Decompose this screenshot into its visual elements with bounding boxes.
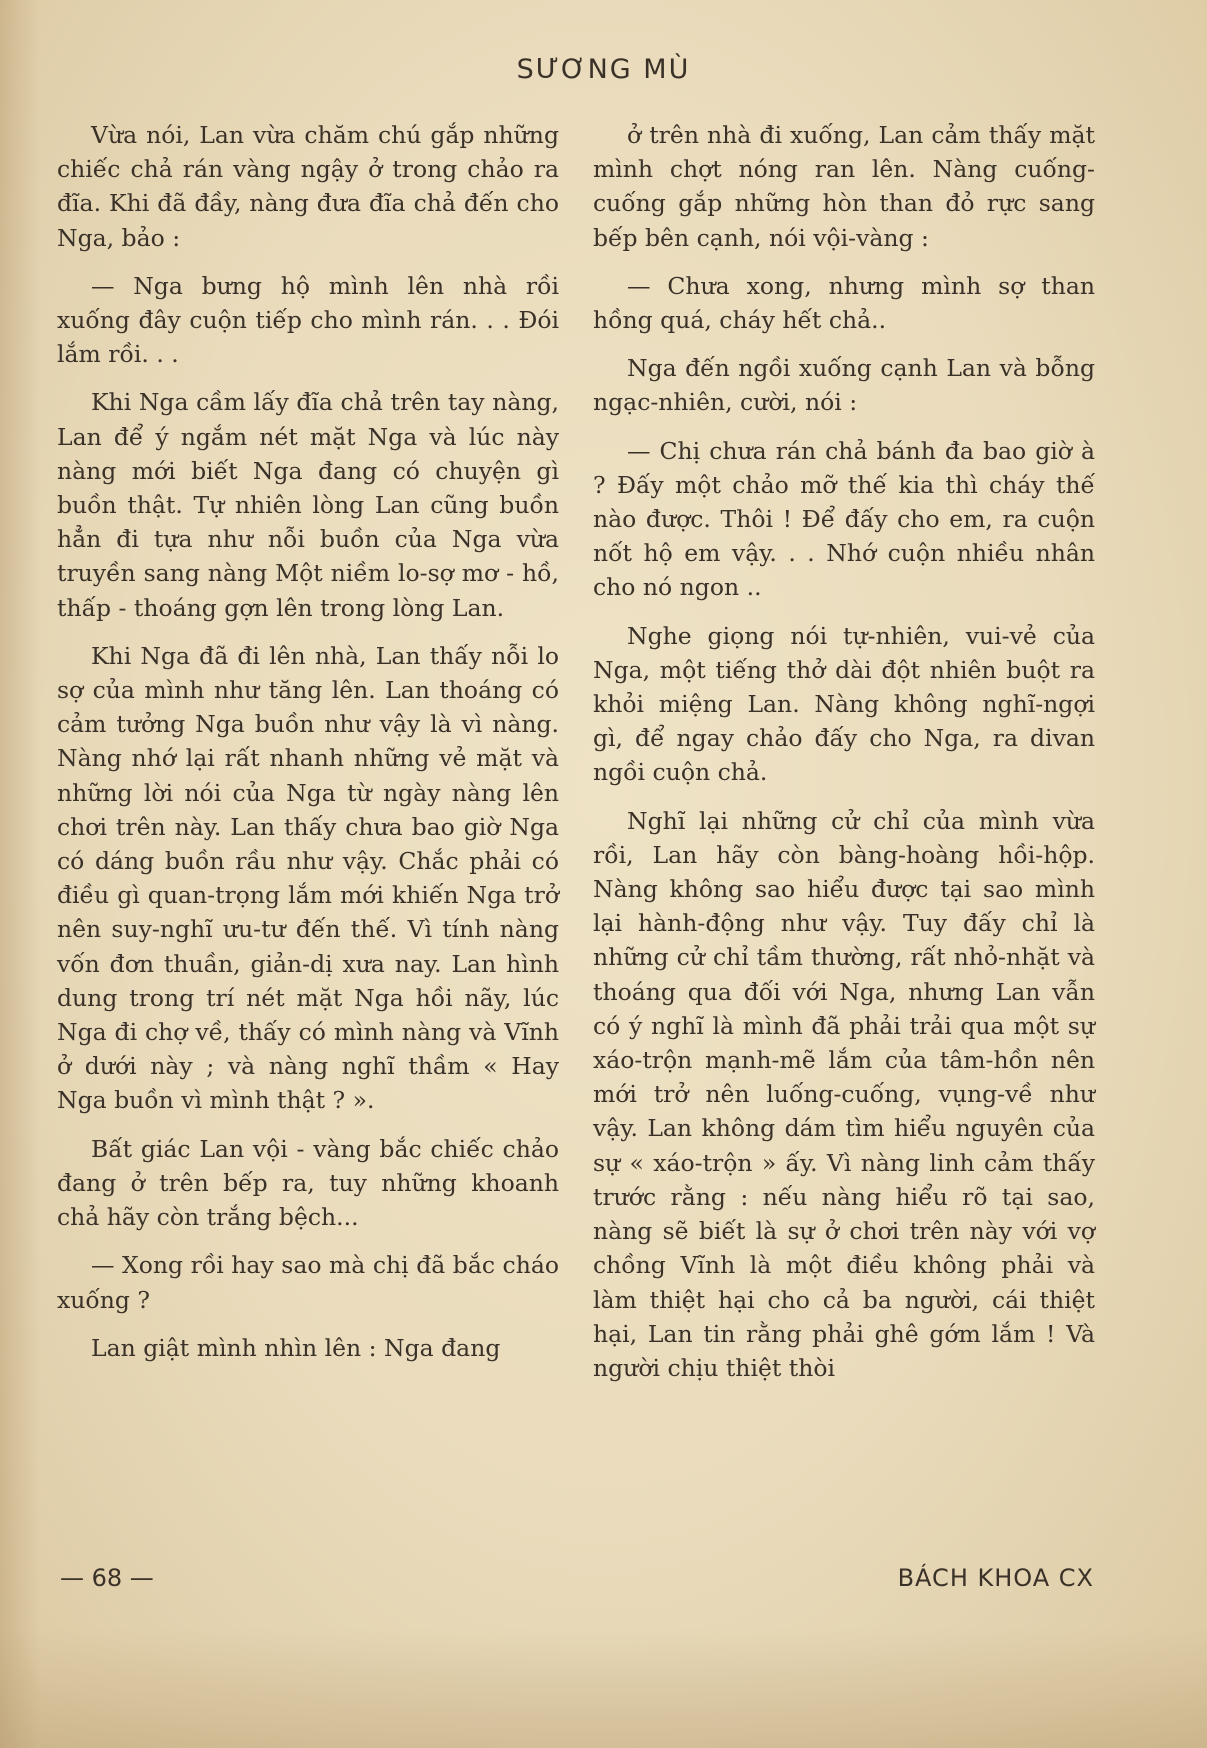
paragraph: Nghe giọng nói tự-nhiên, vui-vẻ của Nga, một tiếng thở dài đột nhiên buột ra khỏi miệng Lan. Nàng không nghĩ-ngợi gì, để ngay chảo đấy cho Nga, ra divan ngồi cuộn chả.	[593, 621, 1095, 787]
paragraph: ở trên nhà đi xuống, Lan cảm thấy mặt mình chợt nóng ran lên. Nàng cuống-cuống gắp những hòn than đỏ rực sang bếp bên cạnh, nói vội-vàng :	[593, 121, 1095, 252]
paragraph: — Chị chưa rán chả bánh đa bao giờ à ? Đấy một chảo mỡ thế kia thì cháy thế nào được. Thôi ! Để đấy cho em, ra cuộn nốt hộ em vậy. . . Nhớ cuộn nhiều nhân cho nó ngon ..	[593, 436, 1095, 602]
paragraph: — Nga bưng hộ mình lên nhà rồi xuống đây cuộn tiếp cho mình rán. . . Đói lắm rồi. . .	[57, 271, 559, 369]
publication-name: BÁCH KHOA CX	[897, 1564, 1094, 1592]
page-bottom-stain	[0, 1628, 1207, 1748]
page-edge-stain	[0, 0, 40, 1748]
paragraph: Lan giật mình nhìn lên : Nga đang	[91, 1333, 501, 1362]
paragraph: Khi Nga cầm lấy đĩa chả trên tay nàng, Lan để ý ngắm nét mặt Nga và lúc này nàng mới biết Nga đang có chuyện gì buồn thật. Tự nhiên lòng Lan cũng buồn hẳn đi tựa như nỗi buồn của Nga vừa truyền sang nàng Một niềm lo-sợ mơ - hồ, thấp - thoáng gợn lên trong lòng Lan.	[57, 388, 559, 622]
right-column	[593, 118, 1095, 1399]
paragraph: Nga đến ngồi xuống cạnh Lan và bỗng ngạc-nhiên, cười, nói :	[593, 354, 1095, 417]
left-column	[57, 118, 559, 1379]
page-number: — 68 —	[60, 1564, 154, 1592]
paragraph: Nghĩ lại những cử chỉ của mình vừa rồi, Lan hãy còn bàng-hoàng hồi-hộp. Nàng không sao hiểu được tại sao mình lại hành-động như vậy. Tuy đấy chỉ là những cử chỉ tầm thường, rất nhỏ-nhặt và thoáng qua đối với Nga, nhưng Lan vẫn có ý nghĩ là mình đã phải trải qua một sự xáo-trộn mạnh-mẽ lắm của tâm-hồn nên mới trở nên luống-cuống, vụng-về như vậy. Lan không dám tìm hiểu nguyên của sự « xáo-trộn » ấy. Vì nàng linh cảm thấy trước rằng : nếu nàng hiểu rõ tại sao, nàng sẽ biết là sự ở chơi trên này với vợ chồng Vĩnh là một điều không phải và làm thiệt hại cho cả ba người, cái thiệt hại, Lan tin rằng phải ghê gớm lắm ! Và người chịu thiệt thòi	[593, 806, 1095, 1382]
paragraph: Vừa nói, Lan vừa chăm chú gắp những chiếc chả rán vàng ngậy ở trong chảo ra đĩa. Khi đã đầy, nàng đưa đĩa chả đến cho Nga, bảo :	[57, 121, 559, 252]
paragraph: Bất giác Lan vội - vàng bắc chiếc chảo đang ở trên bếp ra, tuy những khoanh chả hãy còn trắng bệch...	[57, 1134, 559, 1232]
paragraph: — Xong rồi hay sao mà chị đã bắc cháo xuống ?	[57, 1251, 559, 1314]
paragraph: — Chưa xong, nhưng mình sợ than hồng quá, cháy hết chả..	[593, 271, 1095, 335]
running-head: SƯƠNG MÙ	[516, 54, 691, 85]
paragraph: Khi Nga đã đi lên nhà, Lan thấy nỗi lo sợ của mình như tăng lên. Lan thoáng có cảm tưởng Nga buồn như vậy là vì nàng. Nàng nhớ lại rất nhanh những vẻ mặt và những lời nói của Nga từ ngày nàng lên chơi trên này. Lan thấy chưa bao giờ Nga có dáng buồn rầu như vậy. Chắc phải có điều gì quan-trọng lắm mới khiến Nga trở nên suy-nghĩ ưu-tư đến thế. Vì tính nàng vốn đơn thuần, giản-dị xưa nay. Lan hình dung trong trí nét mặt Nga hồi nãy, lúc Nga đi chợ về, thấy có mình nàng và Vĩnh ở dưới này ; và nàng nghĩ thầm « Hay Nga buồn vì mình thật ? ».	[57, 641, 559, 1115]
